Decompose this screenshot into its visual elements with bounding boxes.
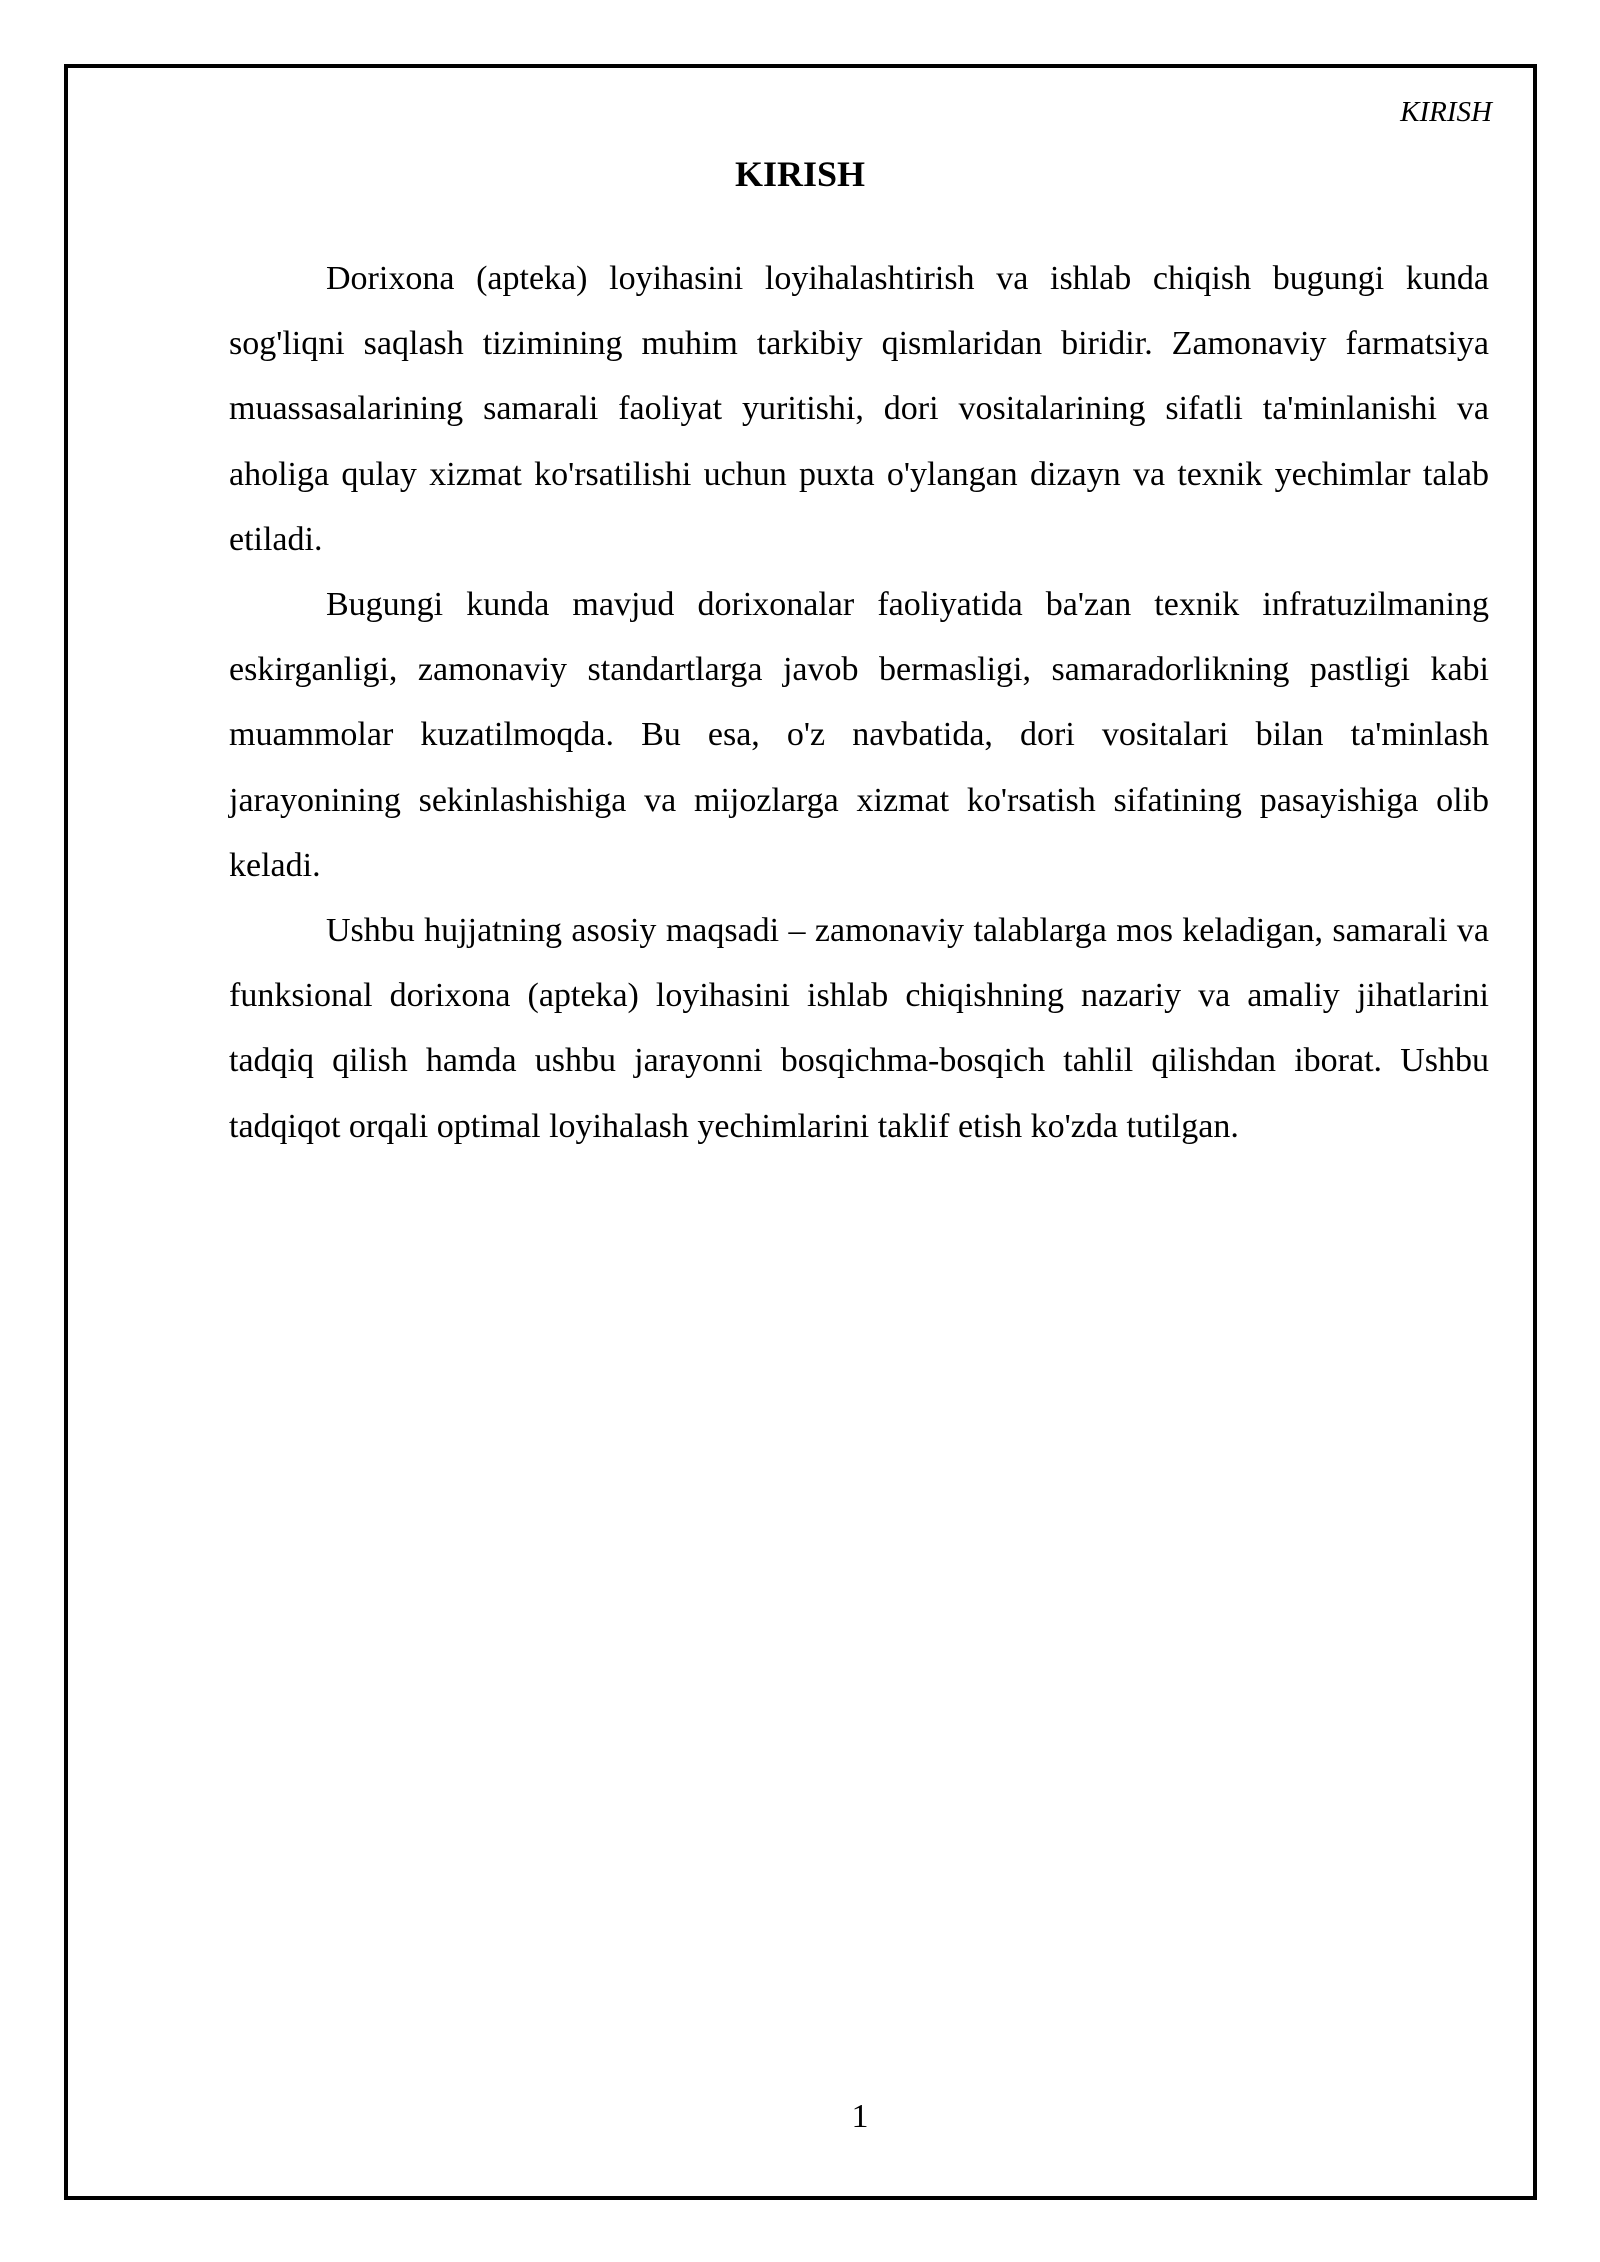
paragraph-2: Bugungi kunda mavjud dorixonalar faoliyatida ba'zan texnik infratuzilmaning eskirganligi, zamonaviy standartlarga javob bermasligi, samaradorlikning pastligi kabi muammolar kuzatilmoqda. Bu esa, o'z navbatida, dori vositalari bilan ta'minlash jarayonining sekinlashishiga va mijozlarga xizmat ko'rsatish sifatining pasayishiga olib keladi. [229,586,1489,884]
paragraph-3: Ushbu hujjatning asosiy maqsadi – zamonaviy talablarga mos keladigan, samarali va funksional dorixona (apteka) loyihasini ishlab chiqishning nazariy va amaliy jihatlarini tadqiq qilish hamda ushbu jarayonni bosqichma-bosqich tahlil qilishdan iborat. Ushbu tadqiqot orqali optimal loyihalash yechimlarini taklif etish ko'zda tutilgan. [229,912,1489,1145]
page-title: KIRISH [734,154,866,194]
paragraph-1: Dorixona (apteka) loyihasini loyihalashtirish va ishlab chiqish bugungi kunda sog'liqni saqlash tizimining muhim tarkibiy qismlaridan biridir. Zamonaviy farmatsiya muassasalarining samarali faoliyat yuritishi, dori vositalarining sifatli ta'minlanishi va aholiga qulay xizmat ko'rsatilishi uchun puxta o'ylangan dizayn va texnik yechimlar talab etiladi. [229,260,1489,558]
running-header: KIRISH [1400,96,1492,128]
body-text [229,246,1489,1159]
page-number: 1 [851,2098,869,2135]
